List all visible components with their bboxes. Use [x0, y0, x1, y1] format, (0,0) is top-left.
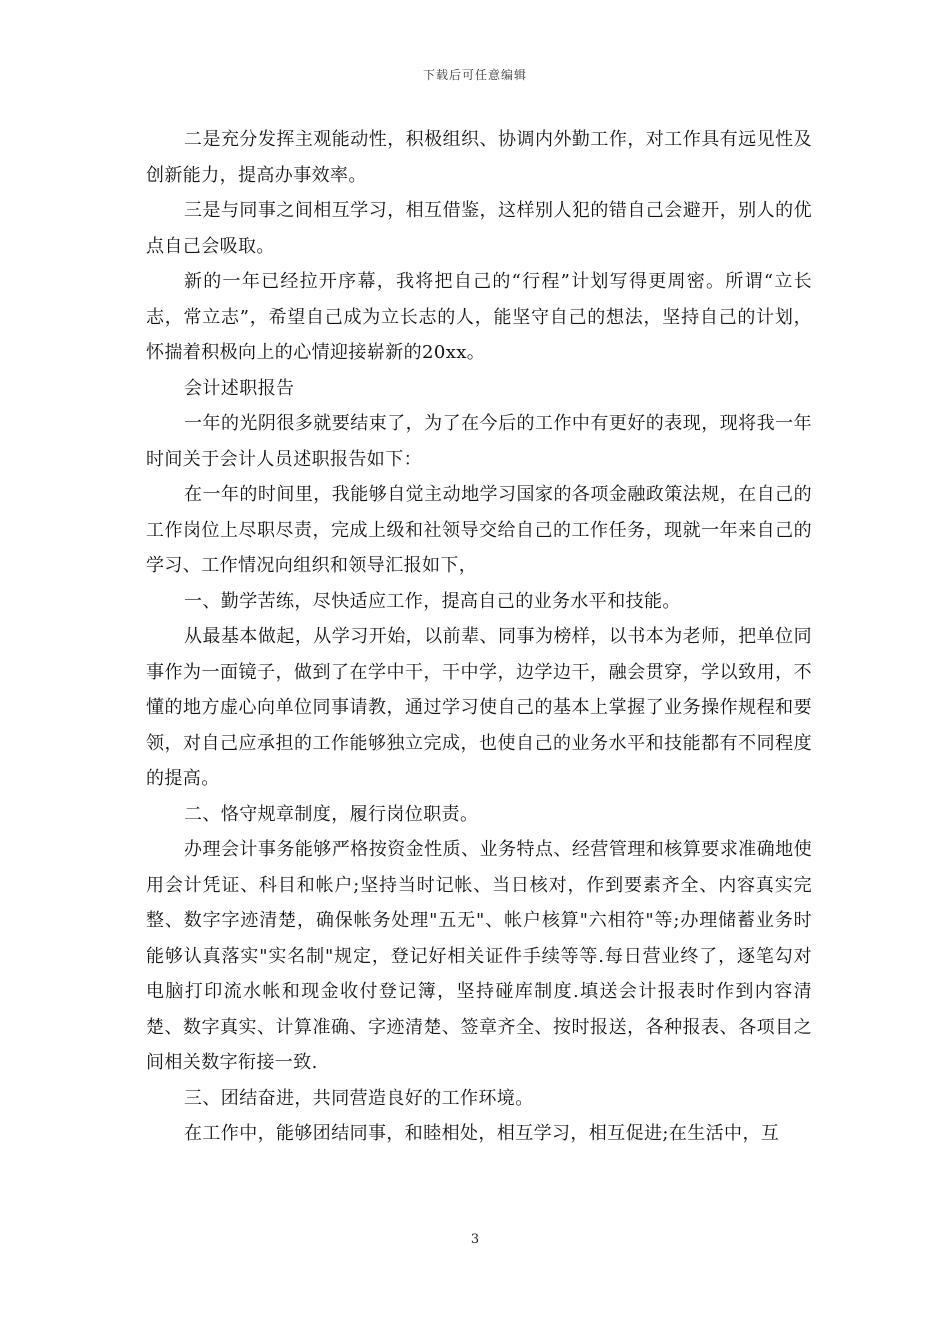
- section-heading: 一、勤学苦练，尽快适应工作，提高自己的业务水平和技能。: [184, 590, 681, 612]
- document-body: [146, 122, 812, 1152]
- paragraph: 在一年的时间里，我能够自觉主动地学习国家的各项金融政策法规，在自己的工作岗位上尽职尽责，完成上级和社领导交给自己的工作任务，现就一年来自己的学习、工作情况向组织和领导汇报如下，: [146, 484, 812, 576]
- paragraph: 办理会计事务能够严格按资金性质、业务特点、经营管理和核算要求准确地使用会计凭证、科目和帐户;坚持当时记帐、当日核对，作到要素齐全、内容真实完整、数字字迹清楚，确保帐务处理"五无"、帐户核算"六相符"等;办理储蓄业务时能够认真落实"实名制"规定，登记好相关证件手续等等.每日营业终了，逐笔勾对电脑打印流水帐和现金收付登记簿，坚持碰库制度.填送会计报表时作到内容清楚、数字真实、计算准确、字迹清楚、签章齐全、按时报送，各种报表、各项目之间相关数字衔接一致.: [146, 839, 812, 1073]
- paragraph: 从最基本做起，从学习开始，以前辈、同事为榜样，以书本为老师，把单位同事作为一面镜子，做到了在学中干，干中学，边学边干，融会贯穿，学以致用，不懂的地方虚心向单位同事请教，通过学习使自己的基本上掌握了业务操作规程和要领，对自己应承担的工作能够独立完成，也使自己的业务水平和技能都有不同程度的提高。: [146, 626, 812, 789]
- paragraph: 一年的光阴很多就要结束了，为了在今后的工作中有更好的表现，现将我一年时间关于会计人员述职报告如下：: [146, 413, 812, 470]
- paragraph: 在工作中，能够团结同事，和睦相处，相互学习，相互促进;在生活中，互: [184, 1123, 780, 1144]
- section-heading: 二、恪守规章制度，履行岗位职责。: [184, 803, 479, 825]
- page-number: 3: [470, 1232, 480, 1247]
- page-header: 下载后可任意编辑: [422, 68, 527, 82]
- paragraph: 二是充分发挥主观能动性，积极组织、协调内外勤工作，对工作具有远见性及创新能力，提高办事效率。: [146, 129, 812, 186]
- paragraph: 新的一年已经拉开序幕，我将把自己的“行程”计划写得更周密。所谓“立长志，常立志”，希望自己成为立长志的人，能坚守自己的想法，坚持自己的计划，怀揣着积极向上的心情迎接崭新的20xx。: [146, 271, 812, 363]
- paragraph: 三是与同事之间相互学习，相互借鉴，这样别人犯的错自己会避开，别人的优点自己会吸取。: [146, 200, 812, 257]
- section-title: 会计述职报告: [184, 377, 295, 399]
- section-heading: 三、团结奋进，共同营造良好的工作环境。: [184, 1087, 534, 1109]
